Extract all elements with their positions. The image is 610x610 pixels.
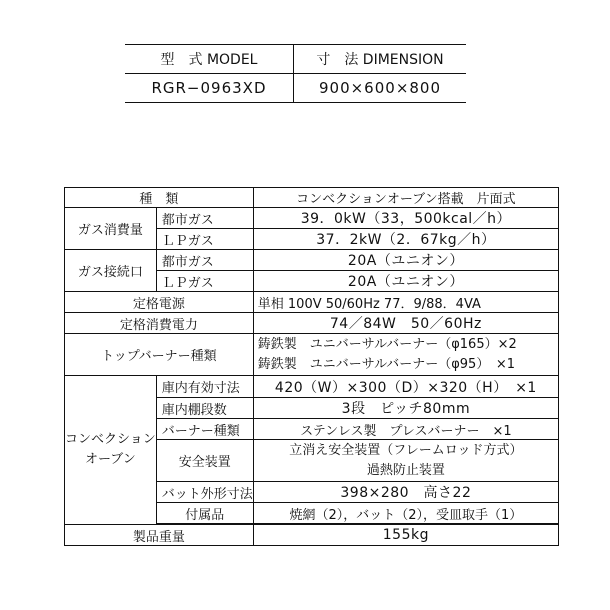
gas-consumption-lp-label: ＬＰガス: [156, 229, 253, 250]
power-source-label: 定格電源: [65, 292, 254, 313]
spec-row-inner-size: [65, 376, 559, 398]
safety-label: 安全装置: [156, 440, 253, 482]
top-burner-line-1: 鋳鉄製 ユニバーサルバーナー（φ165）×2: [257, 336, 517, 352]
inner-size-label: 庫内有効寸法: [156, 376, 253, 398]
model-number: RGR−0963XD: [125, 74, 294, 103]
shelf-label: 庫内棚段数: [156, 398, 253, 419]
kind-value: コンベクションオーブン搭載 片面式: [253, 188, 558, 208]
convection-oven-label: [65, 376, 157, 525]
gas-connection-city-value: 20A（ユニオン）: [253, 250, 558, 271]
gas-consumption-city-value: 39．0kW（33，500kcal／h）: [253, 208, 558, 229]
shelf-value: 3段 ピッチ80mm: [253, 398, 558, 419]
spec-row-gas-connection-city: [65, 250, 559, 271]
safety-value: [253, 440, 558, 482]
gas-connection-lp-value: 20A（ユニオン）: [253, 271, 558, 292]
model-table: [125, 44, 466, 103]
top-burner-label: トップバーナー種類: [65, 334, 254, 376]
tray-size-label: バット外形寸法: [156, 482, 253, 503]
convection-oven-label-line-1: コンベクション: [65, 432, 156, 447]
power-consumption-value: 74／84W 50／60Hz: [253, 313, 558, 334]
accessories-label: 付属品: [156, 503, 253, 524]
model-header: 型 式 MODEL: [125, 45, 294, 74]
safety-line-1: 立消え安全装置（フレームロッド方式）: [289, 442, 523, 458]
model-table-value-row: [125, 74, 466, 103]
accessories-value: 焼網（2），バット（2），受皿取手（1）: [253, 503, 558, 524]
gas-consumption-label: ガス消費量: [65, 208, 157, 250]
top-burner-line-2: 鋳鉄製 ユニバーサルバーナー（φ95） ×1: [257, 356, 515, 372]
power-consumption-label: 定格消費電力: [65, 313, 254, 334]
gas-connection-label: ガス接続口: [65, 250, 157, 292]
spec-row-top-burner: [65, 334, 559, 376]
gas-consumption-lp-value: 37．2kW（2．67kg／h）: [253, 229, 558, 250]
oven-burner-value: ステンレス製 プレスバーナー ×1: [253, 419, 558, 440]
convection-oven-label-line-2: オーブン: [84, 452, 136, 467]
weight-label: 製品重量: [65, 525, 254, 546]
spec-row-weight: [65, 525, 559, 546]
weight-value: 155kg: [253, 525, 558, 546]
spec-row-power-consumption: [65, 313, 559, 334]
oven-burner-label: バーナー種類: [156, 419, 253, 440]
gas-connection-lp-label: ＬＰガス: [156, 271, 253, 292]
spec-row-power-source: [65, 292, 559, 313]
power-source-value: 単相 100V 50/60Hz 77．9/88．4VA: [253, 292, 558, 313]
dimension-value: 900×600×800: [294, 74, 467, 103]
gas-consumption-city-label: 都市ガス: [156, 208, 253, 229]
dimension-header: 寸 法 DIMENSION: [294, 45, 467, 74]
inner-size-value: 420（W）×300（D）×320（H） ×1: [253, 376, 558, 398]
kind-label: 種 類: [65, 188, 254, 208]
safety-line-2: 過熱防止装置: [366, 462, 445, 478]
spec-row-gas-consumption-city: [65, 208, 559, 229]
top-burner-value: [253, 334, 558, 376]
model-table-header-row: [125, 45, 466, 74]
spec-row-kind: [65, 188, 559, 208]
tray-size-value: 398×280 高さ22: [253, 482, 558, 503]
gas-connection-city-label: 都市ガス: [156, 250, 253, 271]
spec-table: [64, 187, 559, 546]
